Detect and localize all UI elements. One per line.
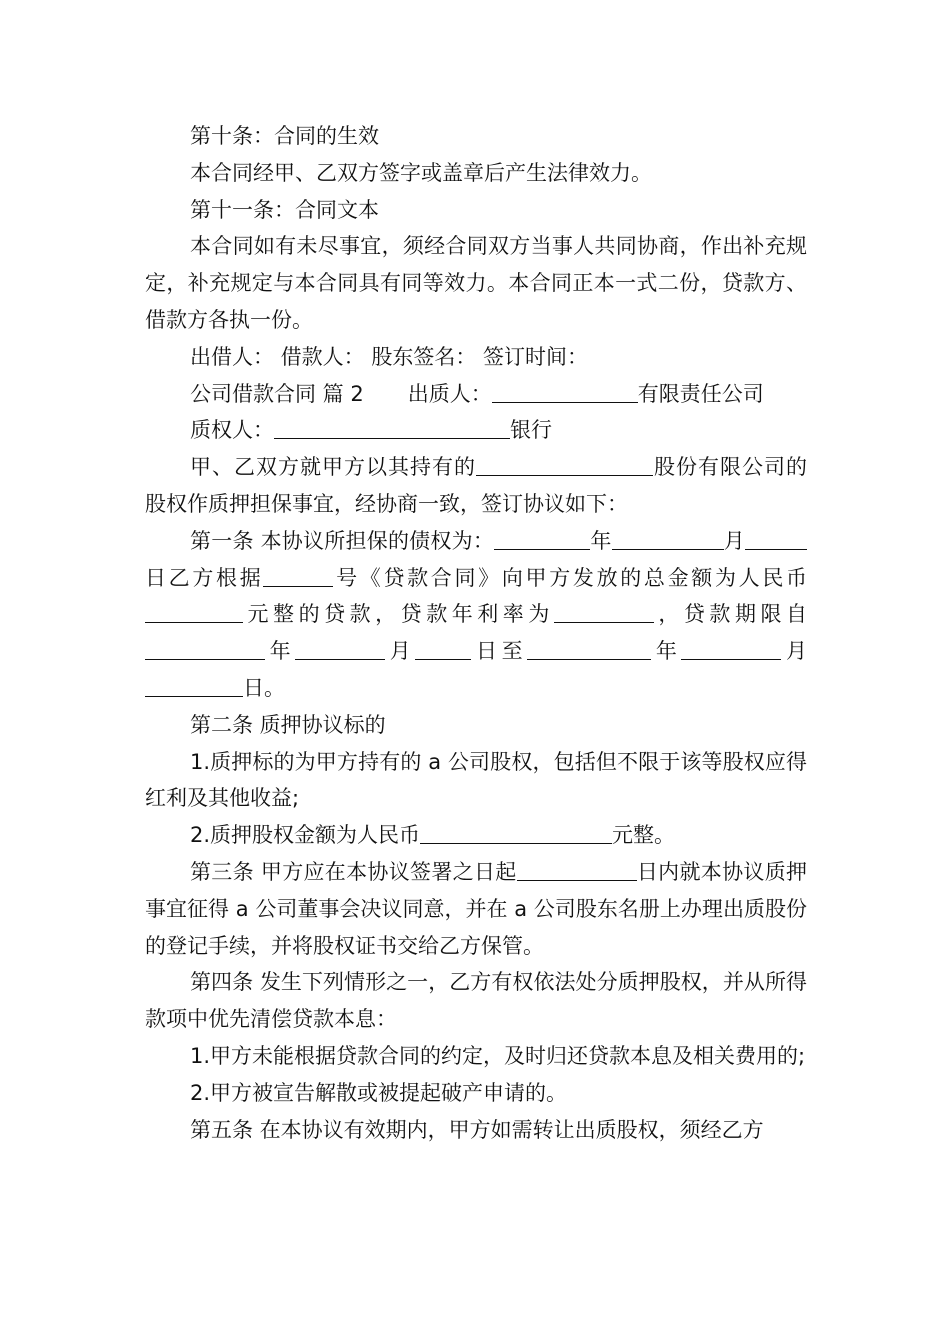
blank [554,601,654,623]
article-10-heading: 第十条：合同的生效 [190,124,379,148]
article-11-heading: 第十一条：合同文本 [190,197,379,222]
company-blank [476,454,653,476]
item-text: 2.质押股权金额为人民币 [190,823,421,848]
intro-paragraph [145,449,807,523]
item-text-rest: 元整。 [612,823,676,848]
article-1-text: 第一条 本协议所担保的债权为： [190,528,495,553]
article-10-body: 本合同经甲、乙双方签字或盖章后产生法律效力。 [190,160,652,185]
month-label: 月 [723,528,746,553]
intro-text: 甲、乙双方就甲方以其持有的 [190,455,476,480]
pledgor-label: 出质人： [407,381,492,406]
blank [145,675,243,697]
signature-line: 出借人： 借款人： 股东签名： 签订时间： [190,344,589,369]
pledgor-line [145,376,807,413]
blank [415,638,471,660]
blank [295,638,385,660]
pledgor-suffix: 有限责任公司 [637,381,764,406]
blank [263,565,333,587]
article-4-item-2: 2.甲方被宣告解散或被提起破产申请的。 [190,1080,568,1105]
pledgee-suffix: 银行 [510,418,552,443]
amount-blank [420,822,612,844]
intro-text-rest: 股份有限公司的股权作质押担保事宜，经协商一致，签订协议如下： [145,455,807,516]
pledgee-label: 质权人： [190,418,274,443]
year-label: 年 [265,639,296,664]
day-label: 日乙方根据 [145,565,264,590]
article-11-body: 本合同如有未尽事宜，须经合同双方当事人共同协商，作出补充规定，补充规定与本合同具有同等效力。本合同正本一式二份，贷款方、借款方各执一份。 [145,234,807,332]
article-1-text: ，贷款期限自 [653,602,808,627]
blank [145,638,265,660]
month-label: 月 [781,639,808,664]
article-3-text-rest: 日内就本协议质押事宜征得 a 公司董事会决议同意，并在 a 公司股东名册上办理出质股份的登记手续，并将股权证书交给乙方保管。 [145,859,807,958]
article-3-text: 第三条 甲方应在本协议签署之日起 [190,859,517,884]
blank [681,638,781,660]
blank [527,638,651,660]
article-2-item-2 [145,817,807,854]
article-1-text: 号《贷款合同》向甲方发放的总金额为人民币 [333,565,808,590]
article-3 [145,854,807,964]
days-blank [517,859,637,881]
article-1-text: 日至 [471,639,528,664]
day-label: 日。 [243,675,285,700]
article-1-text: 元整的贷款，贷款年利率为 [243,602,554,627]
blank [145,601,243,623]
month-label: 月 [385,639,416,664]
pledgee-line [145,412,807,449]
article-4-heading: 第四条 发生下列情形之一，乙方有权依法处分质押股权，并从所得款项中优先清偿贷款本息： [145,970,807,1032]
year-label: 年 [651,639,682,664]
section-title: 公司借款合同 篇 2 [190,381,364,406]
document-page [145,118,807,1148]
pledgee-blank [274,417,510,439]
article-4-item-1: 1.甲方未能根据贷款合同的约定，及时归还贷款本息及相关费用的; [190,1043,806,1068]
year-label: 年 [590,528,612,553]
article-5: 第五条 在本协议有效期内，甲方如需转让出质股权，须经乙方 [190,1117,764,1142]
blank [745,528,807,550]
article-2-heading: 第二条 质押协议标的 [190,712,386,737]
article-1 [145,523,807,707]
article-2-item-1: 1.质押标的为甲方持有的 a 公司股权，包括但不限于该等股权应得红利及其他收益; [145,749,807,811]
blank [612,528,724,550]
pledgor-blank [492,381,638,403]
blank [494,528,590,550]
